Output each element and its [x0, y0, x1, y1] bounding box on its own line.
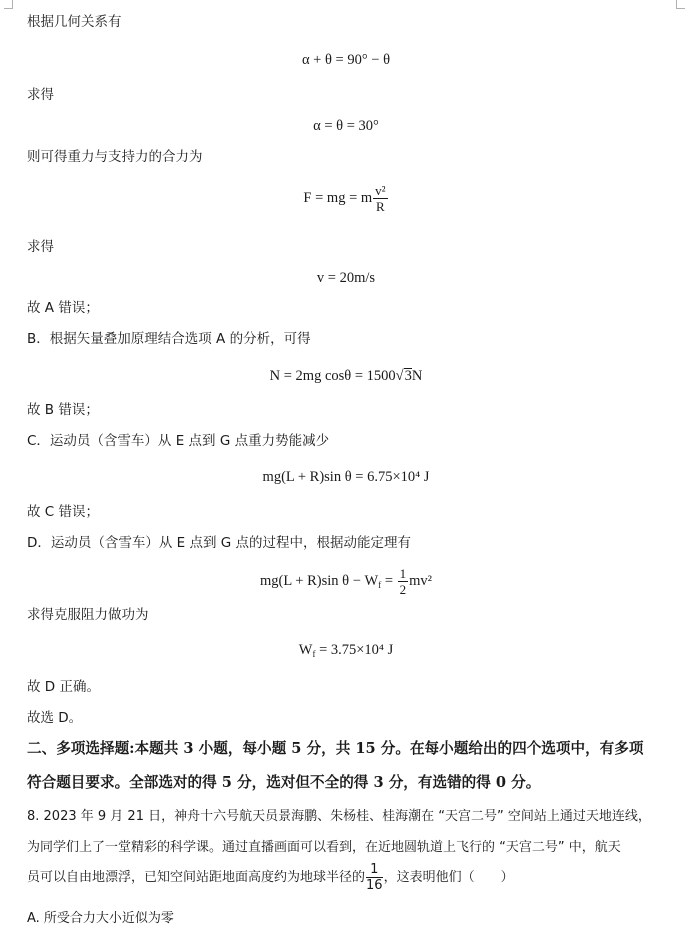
- question-8-line-2: 为同学们上了一堂精彩的科学课。通过直播画面可以看到，在近地圆轨道上飞行的 “天宫二号” 中，航天: [27, 840, 621, 855]
- eq5-left: N = 2mg cosθ = 1500: [269, 368, 396, 384]
- equation-normal-force: [0, 367, 692, 385]
- question-line3-right: ，这表明他们（ ）: [383, 870, 514, 885]
- text-line-geometry: 根据几何关系有: [27, 14, 122, 30]
- eq3-left: F = mg = m: [303, 189, 373, 206]
- text-line-work-against-friction: 求得克服阻力做功为: [27, 607, 149, 623]
- fraction-denominator: R: [376, 199, 385, 214]
- fraction-v2-over-r: [373, 183, 387, 214]
- text-line-resultant-force: 则可得重力与支持力的合力为: [27, 149, 203, 165]
- text-line-a-wrong: 故 A 错误；: [27, 300, 99, 316]
- eq7-equals: =: [381, 572, 397, 589]
- question-line3-left: 员可以自由地漂浮，已知空间站距地面高度约为地球半径的: [27, 870, 366, 885]
- text-line-answer-d: 故选 D。: [27, 710, 83, 726]
- fraction-denominator: 2: [399, 582, 407, 597]
- text-line-option-d: D．运动员（含雪车）从 E 点到 G 点的过程中，根据动能定理有: [27, 535, 412, 551]
- fraction-one-half: [398, 566, 409, 597]
- option-a[interactable]: A. 所受合力大小近似为零: [27, 911, 174, 926]
- equation-angle-value: α = θ = 30°: [313, 118, 379, 134]
- eq7-subscript: f: [378, 579, 382, 590]
- text-line-option-c: C．运动员（含雪车）从 E 点到 G 点重力势能减少: [27, 433, 330, 449]
- fraction-numerator: v²: [375, 183, 386, 198]
- equation-work-energy: [0, 566, 692, 597]
- text-line-solve-2: 求得: [27, 239, 54, 255]
- equation-centripetal-force: [0, 183, 692, 214]
- sqrt-radicand: 3: [404, 368, 412, 384]
- eq5-unit: N: [411, 368, 423, 384]
- corner-mark-right: [676, 0, 685, 9]
- eq8-right: = 3.75×10⁴ J: [315, 642, 394, 658]
- eq8-left: W: [298, 642, 313, 658]
- eq7-left: mg(L + R)sin θ − W: [259, 572, 379, 589]
- text-line-d-correct: 故 D 正确。: [27, 679, 100, 695]
- fraction-numerator: 1: [399, 566, 407, 581]
- eq8-subscript: f: [312, 649, 316, 659]
- fraction-one-sixteenth: [366, 862, 383, 893]
- text-line-c-wrong: 故 C 错误；: [27, 504, 100, 520]
- corner-mark-left: [4, 0, 13, 9]
- equation-angle-relation: α + θ = 90° − θ: [301, 52, 391, 68]
- equation-potential-energy: mg(L + R)sin θ = 6.75×10⁴ J: [262, 469, 430, 485]
- eq7-right: mv²: [409, 572, 433, 589]
- section-heading-line-1: 二、多项选择题:本题共 3 小题，每小题 5 分，共 15 分。在每小题给出的四个选项中，有多项: [27, 740, 644, 757]
- text-line-b-wrong: 故 B 错误；: [27, 402, 99, 418]
- text-line-option-b: B．根据矢量叠加原理结合选项 A 的分析，可得: [27, 331, 311, 347]
- sqrt-sign: √: [395, 368, 404, 384]
- fraction-denominator: 16: [366, 878, 383, 893]
- text-line-solve-1: 求得: [27, 87, 54, 103]
- equation-friction-work: [0, 641, 692, 659]
- section-heading-line-2: 符合题目要求。全部选对的得 5 分，选对但不全的得 3 分，有选错的得 0 分。: [27, 774, 541, 791]
- equation-velocity: v = 20m/s: [316, 270, 376, 286]
- question-8-line-3: [27, 862, 514, 893]
- question-8-line-1: 8. 2023 年 9 月 21 日，神舟十六号航天员景海鹏、朱杨桂、桂海潮在 “天宫二号” 空间站上通过天地连线，: [27, 809, 651, 824]
- fraction-numerator: 1: [366, 862, 383, 878]
